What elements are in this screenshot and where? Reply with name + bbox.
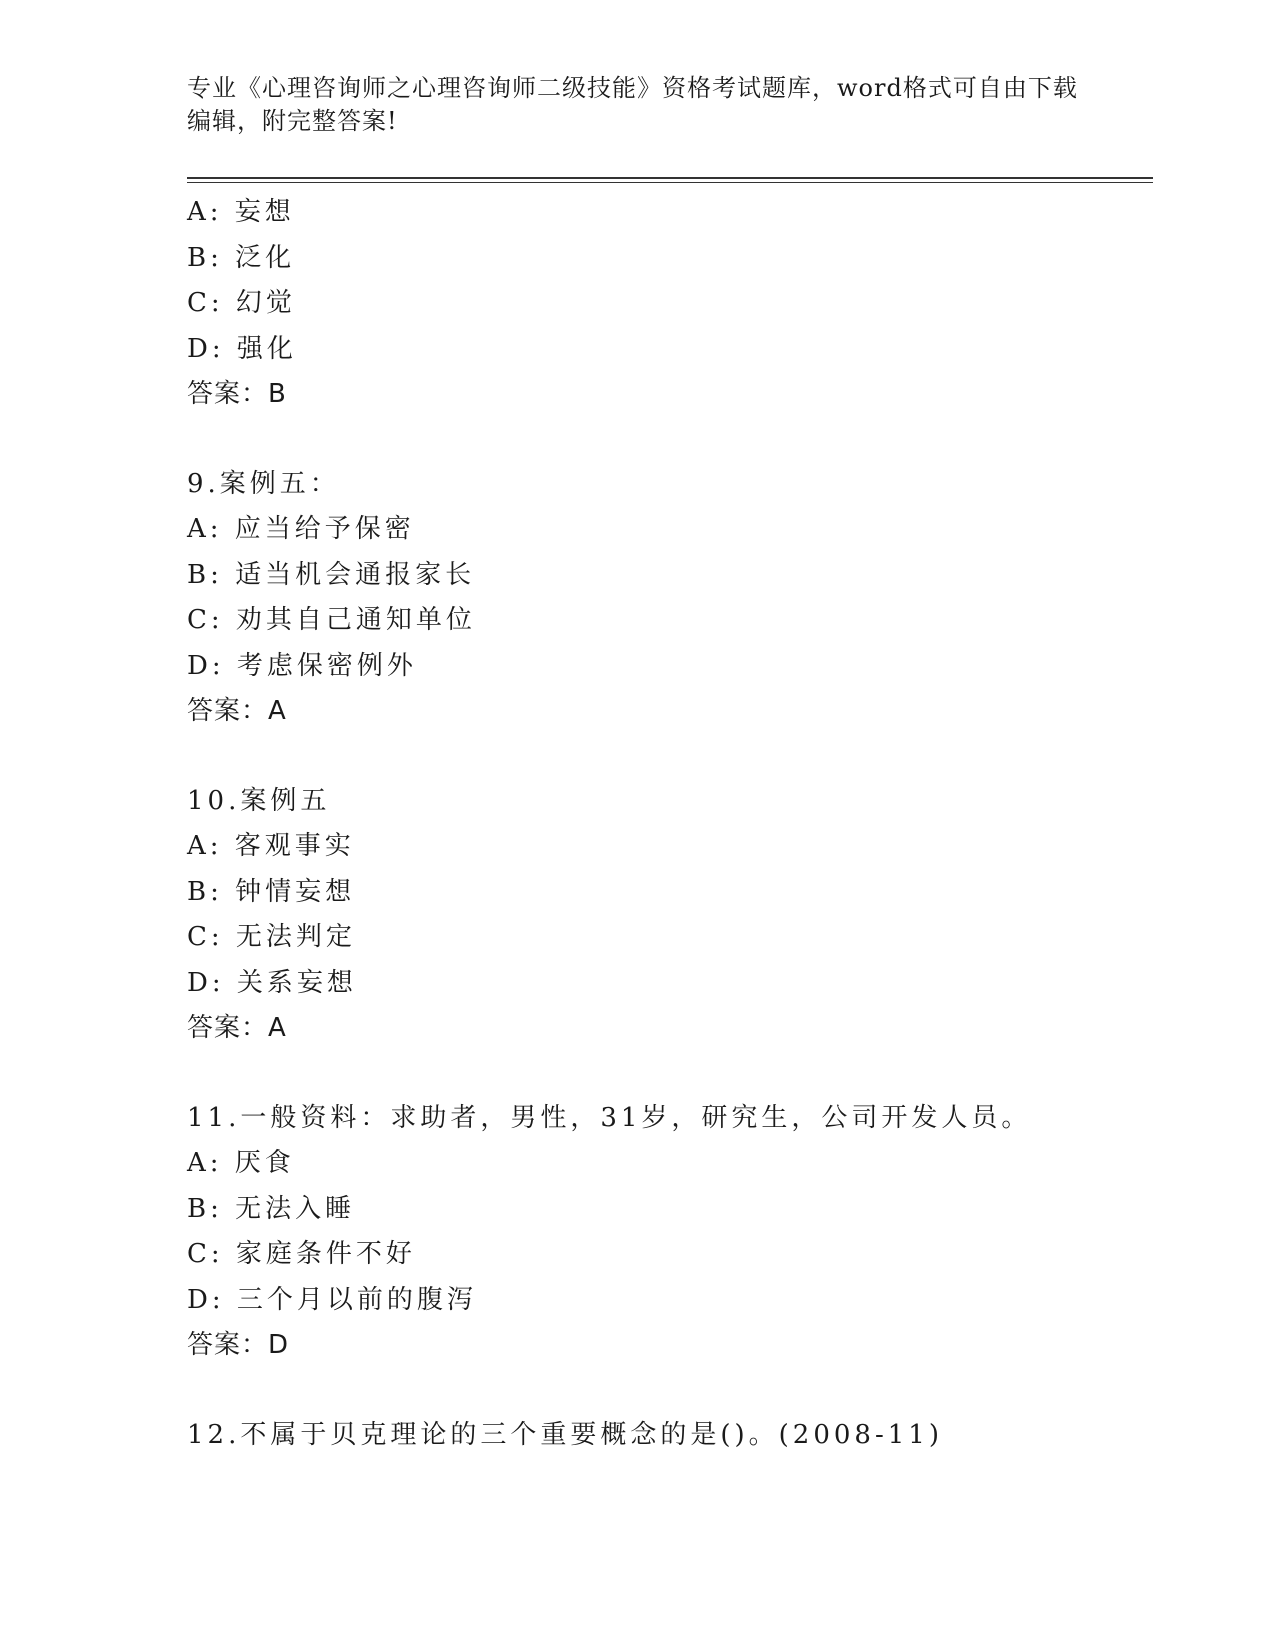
question-stem: 11.一般资料：求助者，男性，31岁，研究生，公司开发人员。: [187, 1102, 1032, 1133]
option-b: B: 无法入睡: [187, 1193, 356, 1224]
question-12: [187, 1413, 1147, 1459]
option-c: C: 家庭条件不好: [187, 1239, 416, 1269]
question-stem: 9.案例五：: [187, 468, 340, 499]
option-d: D: 强化: [187, 333, 297, 364]
option-b: B: 适当机会通报家长: [187, 559, 476, 590]
question-9: [187, 462, 1147, 735]
option-d: D: 三个月以前的腹泻: [187, 1284, 477, 1315]
option-a: A: 妄想: [187, 197, 295, 227]
option-c: C: 劝其自己通知单位: [187, 605, 476, 635]
option-b: B: 钟情妄想: [187, 876, 356, 907]
option-b: B: 泛化: [187, 242, 296, 273]
header-line-1: 专业《心理咨询师之心理咨询师二级技能》资格考试题库，word格式可自由下载: [187, 74, 1078, 102]
question-11: [187, 1096, 1147, 1369]
spacer: [187, 735, 1147, 779]
question-8-continued: [187, 190, 1147, 418]
spacer: [187, 418, 1147, 462]
spacer: [187, 1052, 1147, 1096]
answer-line: 答案：B: [187, 379, 287, 409]
option-d: D: 考虑保密例外: [187, 650, 417, 681]
document-header: [187, 72, 1087, 138]
option-a: A: 客观事实: [187, 831, 355, 861]
option-a: A: 厌食: [187, 1148, 295, 1178]
question-stem: 10.案例五: [187, 785, 331, 816]
question-10: [187, 779, 1147, 1052]
option-a: A: 应当给予保密: [187, 514, 415, 544]
answer-line: 答案：A: [187, 1013, 287, 1043]
option-d: D: 关系妄想: [187, 967, 357, 998]
header-line-2: 编辑，附完整答案!: [187, 107, 398, 135]
option-c: C: 无法判定: [187, 922, 356, 952]
answer-line: 答案：D: [187, 1330, 290, 1360]
header-divider: [187, 177, 1153, 183]
question-list: [187, 190, 1147, 1458]
question-stem: 12.不属于贝克理论的三个重要概念的是()。(2008-11): [187, 1419, 943, 1450]
answer-line: 答案：A: [187, 696, 287, 726]
option-c: C: 幻觉: [187, 288, 296, 318]
spacer: [187, 1369, 1147, 1413]
